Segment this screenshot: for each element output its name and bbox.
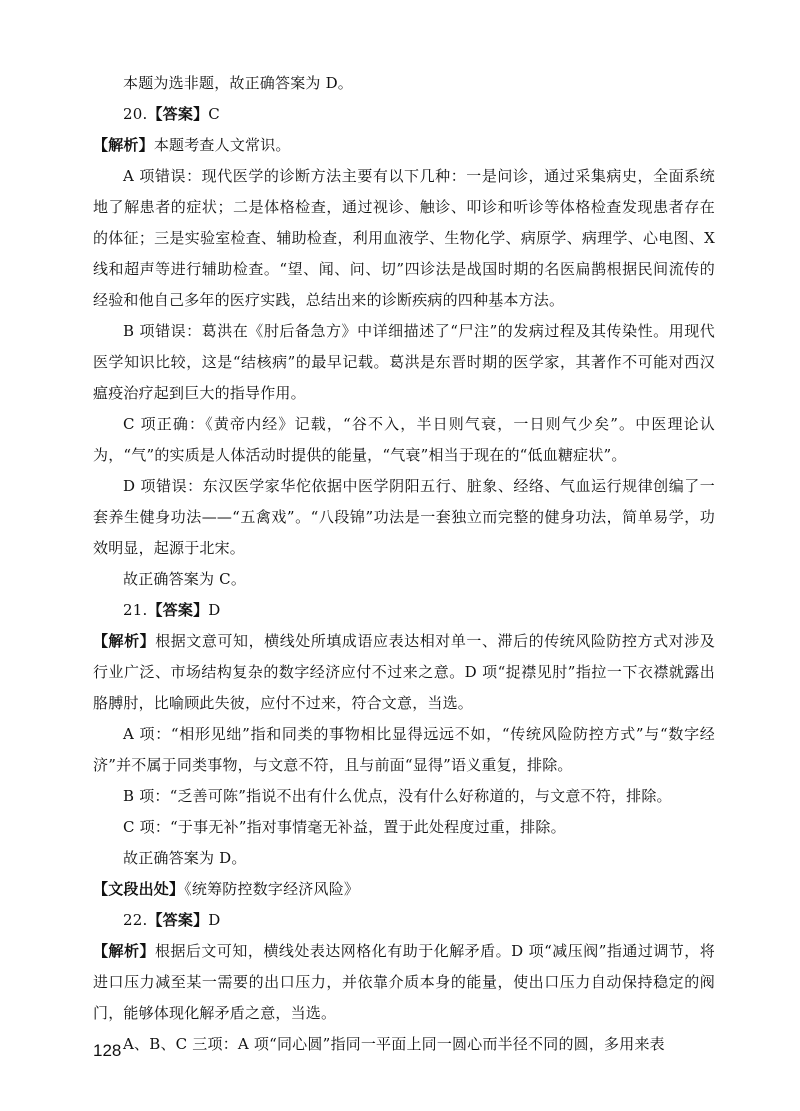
paragraph-text: B 项错误：葛洪在《肘后备急方》中详细描述了“尸注”的发病过程及其传染性。用现代医学知识比较，这是“结核病”的最早记载。葛洪是东晋时期的医学家，其著作不可能对西汉瘟疫治疗起到巨大的指导作用。 bbox=[93, 322, 715, 402]
answer-label: 【答案】 bbox=[147, 105, 209, 123]
paragraph-text: 故正确答案为 C。 bbox=[123, 570, 247, 588]
answer-heading-22 bbox=[93, 905, 715, 936]
paragraph-text: 根据文意可知，横线处所填成语应表达相对单一、滞后的传统风险防控方式对涉及行业广泛、市场结构复杂的数字经济应付不过来之意。D 项“捉襟见肘”指拉一下衣襟就露出胳膊肘，比喻顾此失彼，应付不过来，符合文意，当选。 bbox=[93, 632, 715, 712]
paragraph bbox=[93, 471, 715, 564]
analysis-paragraph bbox=[93, 626, 715, 719]
question-number: 20. bbox=[123, 105, 148, 123]
analysis-label: 【解析】 bbox=[93, 632, 156, 650]
paragraph-text: A 项：“相形见绌”指和同类的事物相比显得远远不如，“传统风险防控方式”与“数字经济”并不属于同类事物，与文意不符，且与前面“显得”语义重复，排除。 bbox=[93, 725, 715, 774]
paragraph-text: 本题考查人文常识。 bbox=[153, 136, 291, 154]
analysis-paragraph bbox=[93, 936, 715, 1029]
paragraph bbox=[93, 68, 715, 99]
analysis-paragraph bbox=[93, 130, 715, 161]
answer-value: C bbox=[208, 105, 220, 123]
paragraph-text: D 项错误：东汉医学家华佗依据中医学阴阳五行、脏象、经络、气血运行规律创编了一套养生健身功法——“五禽戏”。“八段锦”功法是一套独立而完整的健身功法，简单易学，功效明显，起源于北宋。 bbox=[93, 477, 715, 557]
answer-heading-20 bbox=[93, 99, 715, 130]
paragraph-text: C 项：“于事无补”指对事情毫无补益，置于此处程度过重，排除。 bbox=[123, 818, 566, 836]
paragraph bbox=[93, 812, 715, 843]
paragraph bbox=[93, 719, 715, 781]
question-number: 22. bbox=[123, 911, 148, 929]
paragraph-text: 根据后文可知，横线处表达网格化有助于化解矛盾。D 项“减压阀”指通过调节，将进口压力减至某一需要的出口压力，并依靠介质本身的能量，使出口压力自动保持稳定的阀门，能够体现化解矛盾之意，当选。 bbox=[93, 942, 715, 1022]
source-label: 【文段出处】 bbox=[93, 880, 185, 898]
analysis-label: 【解析】 bbox=[93, 942, 155, 960]
page-body bbox=[93, 68, 715, 1060]
paragraph bbox=[93, 843, 715, 874]
analysis-label: 【解析】 bbox=[93, 136, 154, 154]
answer-value: D bbox=[208, 911, 221, 929]
paragraph bbox=[93, 1029, 715, 1060]
paragraph bbox=[93, 564, 715, 595]
answer-label: 【答案】 bbox=[147, 601, 209, 619]
answer-heading-21 bbox=[93, 595, 715, 626]
paragraph-text: 故正确答案为 D。 bbox=[123, 849, 247, 867]
paragraph-text: A 项错误：现代医学的诊断方法主要有以下几种：一是问诊，通过采集病史，全面系统地了解患者的症状；二是体格检查，通过视诊、触诊、叩诊和听诊等体格检查发现患者存在的体征；三是实验室检查、辅助检查，利用血液学、生物化学、病原学、病理学、心电图、X 线和超声等进行辅助检查。“望、闻、问、切”四诊法是战国时期的名医扁鹊根据民间流传的经验和他自己多年的医疗实践，总结出来的诊断疾病的四种基本方法。 bbox=[93, 167, 715, 309]
paragraph bbox=[93, 409, 715, 471]
question-number: 21. bbox=[123, 601, 148, 619]
paragraph bbox=[93, 316, 715, 409]
source-paragraph bbox=[93, 874, 715, 905]
paragraph bbox=[93, 161, 715, 316]
answer-value: D bbox=[208, 601, 221, 619]
source-title: 《统筹防控数字经济风险》 bbox=[184, 880, 360, 898]
paragraph-text: 本题为选非题，故正确答案为 D。 bbox=[123, 74, 353, 92]
paragraph bbox=[93, 781, 715, 812]
paragraph-text: B 项：“乏善可陈”指说不出有什么优点，没有什么好称道的，与文意不符，排除。 bbox=[123, 787, 672, 805]
page-number: 128 bbox=[93, 1041, 122, 1060]
paragraph-text: C 项正确：《黄帝内经》记载，“谷不入，半日则气衰，一日则气少矣”。中医理论认为，“气”的实质是人体活动时提供的能量，“气衰”相当于现在的“低血糖症状”。 bbox=[93, 415, 715, 464]
paragraph-text: A、B、C 三项：A 项“同心圆”指同一平面上同一圆心而半径不同的圆，多用来表 bbox=[123, 1035, 665, 1053]
answer-label: 【答案】 bbox=[147, 911, 209, 929]
